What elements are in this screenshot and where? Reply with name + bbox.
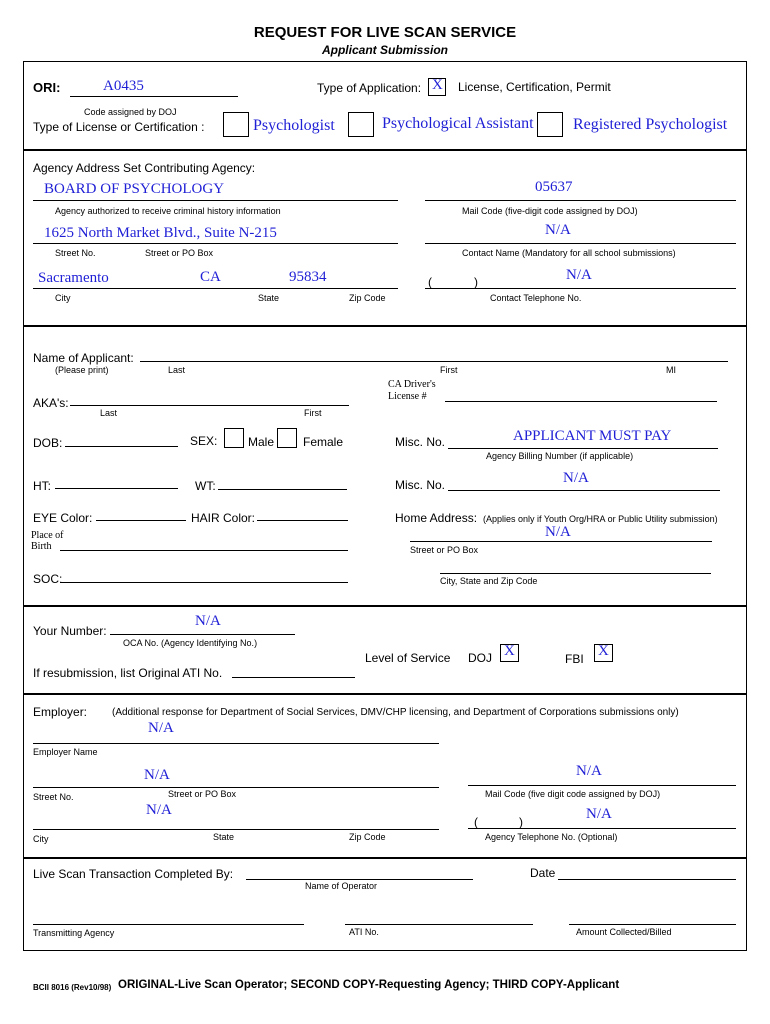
mail-code-line <box>425 200 736 201</box>
dl-line <box>445 401 717 402</box>
agency-city: Sacramento <box>38 270 109 286</box>
license-type-label: Type of License or Certification : <box>33 120 205 134</box>
agency-street-line <box>33 243 398 244</box>
ati-label: ATI No. <box>349 927 379 937</box>
employer-name-value: N/A <box>148 720 174 736</box>
agency-street: 1625 North Market Blvd., Suite N-215 <box>44 225 277 241</box>
pob-label-2: Birth <box>31 541 52 552</box>
wt-line <box>218 489 347 490</box>
female-label: Female <box>303 435 344 449</box>
employer-name-line <box>33 743 439 744</box>
form-title: REQUEST FOR LIVE SCAN SERVICE <box>253 24 517 41</box>
soc-label: SOC: <box>33 572 63 586</box>
street-no-label: Street No. <box>55 248 96 258</box>
mi-label: MI <box>666 365 676 375</box>
ori-section <box>23 61 747 150</box>
date-label: Date <box>530 866 556 880</box>
agency-name-line <box>33 200 398 201</box>
agency-name-label: Agency authorized to receive criminal history information <box>55 206 281 216</box>
transmitting-line <box>33 924 304 925</box>
type-of-application-value: License, Certification, Permit <box>458 80 611 94</box>
ori-line <box>70 96 238 97</box>
soc-line <box>60 582 348 583</box>
misc2-line <box>448 490 720 491</box>
agency-name: BOARD OF PSYCHOLOGY <box>44 181 225 197</box>
form-number: BCII 8016 (Rev10/98) <box>33 983 112 992</box>
ht-line <box>55 488 178 489</box>
pob-line <box>60 550 348 551</box>
form-subtitle: Applicant Submission <box>321 43 448 57</box>
employer-street-label: Street or PO Box <box>168 789 237 799</box>
agency-city-line <box>33 288 398 289</box>
aka-label: AKA's: <box>33 396 69 410</box>
employer-city-value: N/A <box>146 802 172 818</box>
transmitting-label: Transmitting Agency <box>33 928 115 938</box>
type-of-application-label: Type of Application: <box>317 81 422 95</box>
employer-zip-label: Zip Code <box>349 832 386 842</box>
state-label: State <box>258 293 280 303</box>
your-number-section <box>23 606 747 694</box>
employer-name-label: Employer Name <box>33 747 98 757</box>
doj-label: DOJ <box>468 651 492 665</box>
resubmission-line <box>232 677 355 678</box>
completed-by-label: Live Scan Transaction Completed By: <box>33 867 234 881</box>
registered-psych-checkbox[interactable] <box>537 112 563 137</box>
employer-phone-paren-close: ) <box>519 815 523 829</box>
hair-color-line <box>257 520 348 521</box>
employer-street-value: N/A <box>144 767 170 783</box>
applicant-name-label: Name of Applicant: <box>33 351 134 365</box>
your-number-label: Your Number: <box>33 624 107 638</box>
applicant-section <box>23 326 747 606</box>
misc1-label: Misc. No. <box>395 435 446 449</box>
your-number-value: N/A <box>195 613 221 629</box>
home-street-label: Street or PO Box <box>410 545 479 555</box>
misc2-value: N/A <box>563 470 589 486</box>
employer-note: (Additional response for Department of Social Services, DMV/CHP licensing, and Department of Corporations submissions only) <box>112 707 679 718</box>
mail-code-value: 05637 <box>535 179 573 195</box>
billing-number-label: Agency Billing Number (if applicable) <box>486 451 634 461</box>
zip-label: Zip Code <box>349 293 386 303</box>
first-label: First <box>440 365 458 375</box>
operator-line <box>246 879 473 880</box>
employer-street-no-label: Street No. <box>33 792 74 802</box>
male-label: Male <box>248 435 275 449</box>
level-of-service-label: Level of Service <box>365 651 451 665</box>
mail-code-label: Mail Code (five-digit code assigned by DOJ) <box>462 206 638 216</box>
contact-name-value: N/A <box>545 222 571 238</box>
registered-psych-option: Registered Psychologist <box>573 116 728 133</box>
home-address-label: Home Address: <box>395 511 478 525</box>
aka-line <box>70 405 349 406</box>
hair-color-label: HAIR Color: <box>191 511 256 525</box>
home-address-note: (Applies only if Youth Org/HRA or Public Utility submission) <box>483 514 718 524</box>
employer-city-label: City <box>33 834 49 844</box>
wt-label: WT: <box>195 479 216 493</box>
contact-phone-value: N/A <box>566 267 592 283</box>
agency-state: CA <box>200 269 221 285</box>
amount-label: Amount Collected/Billed <box>576 927 672 937</box>
employer-mail-value: N/A <box>576 763 602 779</box>
type-of-application-mark: X <box>432 77 443 93</box>
employer-phone-label: Agency Telephone No. (Optional) <box>485 832 618 842</box>
misc2-label: Misc. No. <box>395 478 446 492</box>
employer-street-line <box>33 787 439 788</box>
resubmission-label: If resubmission, list Original ATI No. <box>33 666 223 680</box>
male-checkbox[interactable] <box>224 428 244 448</box>
agency-zip: 95834 <box>289 269 327 285</box>
employer-label: Employer: <box>33 705 88 719</box>
street-po-label: Street or PO Box <box>145 248 214 258</box>
ori-sublabel: Code assigned by DOJ <box>84 107 177 117</box>
ori-label: ORI: <box>33 80 61 95</box>
amount-line <box>569 924 736 925</box>
misc1-line <box>448 448 718 449</box>
phone-paren-open: ( <box>428 275 432 289</box>
sex-label: SEX: <box>190 434 218 448</box>
oca-label: OCA No. (Agency Identifying No.) <box>123 638 258 648</box>
psych-assistant-checkbox[interactable] <box>348 112 374 137</box>
home-address-value: N/A <box>545 524 571 540</box>
ori-value: A0435 <box>103 78 144 94</box>
psychologist-option: Psychologist <box>253 117 335 134</box>
copy-distribution: ORIGINAL-Live Scan Operator; SECOND COPY-Requesting Agency; THIRD COPY-Applicant <box>118 979 620 991</box>
ht-label: HT: <box>33 479 51 493</box>
dob-label: DOB: <box>33 436 63 450</box>
your-number-line <box>110 634 295 635</box>
date-line <box>558 879 736 880</box>
please-print-label: (Please print) <box>55 365 109 375</box>
last-label: Last <box>168 365 186 375</box>
dl-label-1: CA Driver's <box>388 379 436 390</box>
eye-color-label: EYE Color: <box>33 511 93 525</box>
dob-line <box>65 446 178 447</box>
employer-state-label: State <box>213 832 235 842</box>
contact-phone-label: Contact Telephone No. <box>490 293 582 303</box>
agency-heading: Agency Address Set Contributing Agency: <box>33 161 256 175</box>
employer-mail-label: Mail Code (five digit code assigned by DOJ) <box>485 789 661 799</box>
contact-phone-line <box>425 288 736 289</box>
ati-line <box>345 924 533 925</box>
psychologist-checkbox[interactable] <box>223 112 249 137</box>
aka-last-label: Last <box>100 408 118 418</box>
employer-phone-value: N/A <box>586 806 612 822</box>
employer-city-line <box>33 829 439 830</box>
eye-color-line <box>96 520 186 521</box>
pob-label-1: Place of <box>31 530 64 541</box>
psych-assistant-option: Psychological Assistant <box>382 115 534 132</box>
city-label: City <box>55 293 71 303</box>
aka-first-label: First <box>304 408 322 418</box>
phone-paren-close: ) <box>474 275 478 289</box>
city-state-zip-label: City, State and Zip Code <box>440 576 538 586</box>
home-city-line <box>440 573 711 574</box>
female-checkbox[interactable] <box>277 428 297 448</box>
dl-label-2: License # <box>388 391 427 402</box>
employer-phone-paren-open: ( <box>474 815 478 829</box>
fbi-mark: X <box>598 643 609 659</box>
misc1-value: APPLICANT MUST PAY <box>513 428 672 444</box>
contact-name-line <box>425 243 736 244</box>
employer-mail-line <box>468 785 736 786</box>
operator-label: Name of Operator <box>305 881 378 891</box>
applicant-name-line <box>140 361 728 362</box>
doj-mark: X <box>504 643 515 659</box>
home-street-line <box>410 541 712 542</box>
fbi-label: FBI <box>565 652 584 666</box>
contact-name-label: Contact Name (Mandatory for all school submissions) <box>462 248 676 258</box>
employer-phone-line <box>468 828 736 829</box>
